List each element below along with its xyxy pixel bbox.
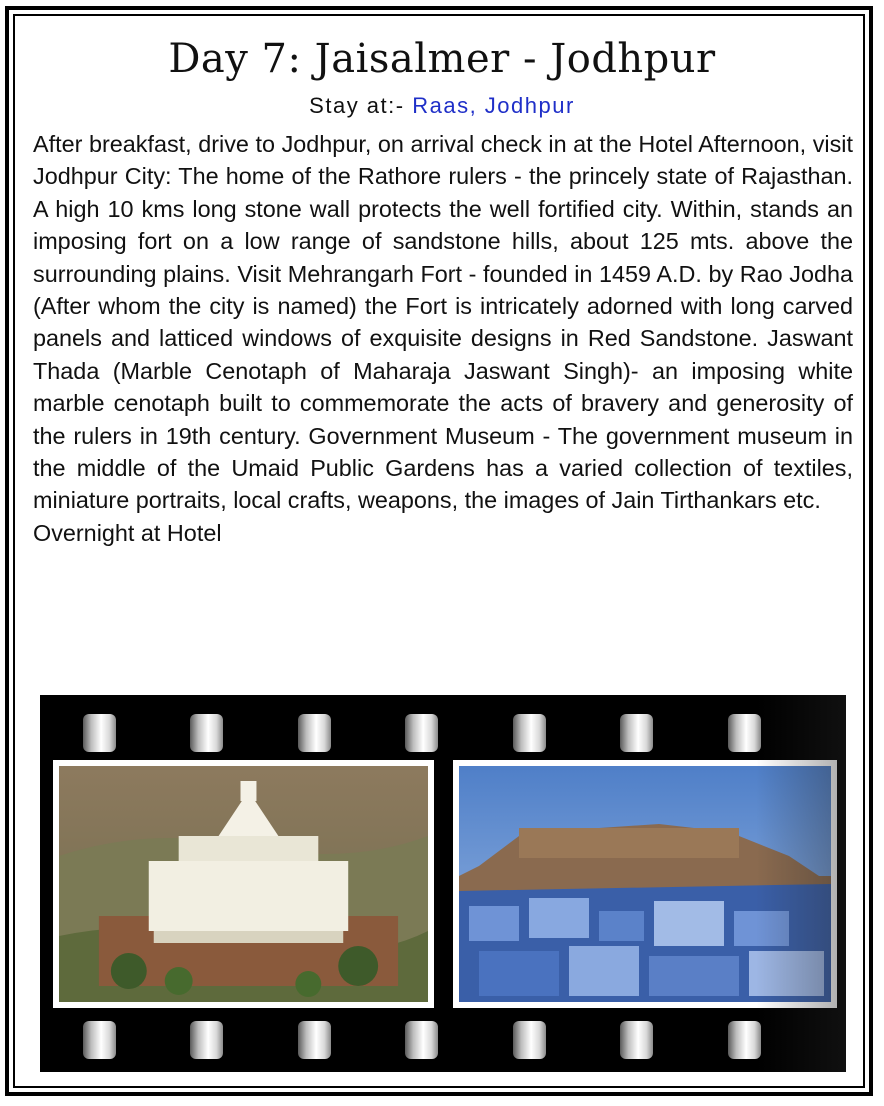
sprocket-hole	[83, 1021, 116, 1059]
photo-jaswant-thada	[53, 760, 434, 1008]
closing-line: Overnight at Hotel	[33, 519, 222, 546]
jaswant-thada-image	[59, 766, 428, 1002]
sprocket-hole	[405, 1021, 438, 1059]
sprocket-hole	[513, 714, 546, 752]
film-strip	[40, 695, 846, 1072]
sprocket-hole	[190, 1021, 223, 1059]
description-paragraph: After breakfast, drive to Jodhpur, on arrival check in at the Hotel Afternoon, visit Jodhpur City: The home of the Rathore rulers - the princely state of Rajasthan. A high 10 kms long stone wall protects the well fortified city. Within, stands an imposing fort on a low range of sandstone hills, about 125 mts. above the surrounding plains. Visit Mehrangarh Fort - founded in 1459 A.D. by Rao Jodha (After whom the city is named) the Fort is intricately adorned with long carved panels and latticed windows of exquisite designs in Red Sandstone. Jaswant Thada (Marble Cenotaph of Maharaja Jaswant Singh)- an imposing white marble cenotaph built to commemorate the acts of bravery and generosity of the rulers in 19th century. Government Museum - The government museum in the middle of the Umaid Public Gardens has a varied collection of textiles, miniature portraits, local crafts, weapons, the images of Jain Tirthankars etc.	[33, 131, 853, 514]
hotel-name: Raas, Jodhpur	[412, 93, 575, 118]
stay-line	[0, 93, 884, 119]
sprocket-hole	[298, 714, 331, 752]
sprocket-hole	[620, 714, 653, 752]
sprocket-hole	[83, 714, 116, 752]
stay-label: Stay at:-	[309, 93, 413, 118]
film-sprockets-bottom	[40, 1021, 846, 1061]
sprocket-hole	[513, 1021, 546, 1059]
itinerary-description	[33, 128, 853, 549]
film-edge-shade	[756, 695, 846, 1072]
sprocket-hole	[620, 1021, 653, 1059]
sprocket-hole	[298, 1021, 331, 1059]
sprocket-hole	[405, 714, 438, 752]
sprocket-hole	[190, 714, 223, 752]
film-sprockets-top	[40, 714, 846, 754]
page-title: Day 7: Jaisalmer - Jodhpur	[168, 36, 716, 82]
